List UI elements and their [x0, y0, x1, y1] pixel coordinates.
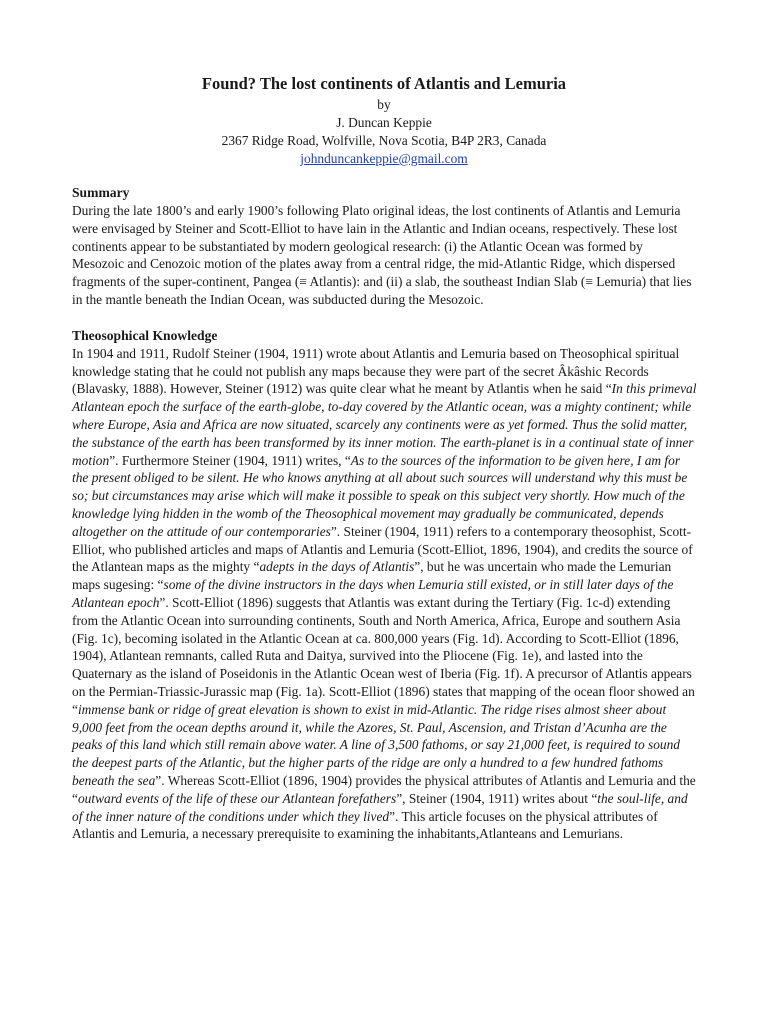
body-text: ”. Scott-Elliot (1896) suggests that Atlantis was extant during the Tertiary (Fig. 1c-d) extending from the Atlantic Ocean into surrounding continents, South and North America, Africa, Europe and southern Asia (Fig. 1c), becoming isolated in the Atlantic Ocean at ca. 800,000 years (Fig. 1d). According to Scott-Elliot (1896, 1904), Atlantean remnants, called Ruta and Daitya, survived into the Pliocene (Fig. 1e), and lasted into the Quaternary as the island of Poseidonis in the Atlantic Ocean west of Iberia (Fig. 1f). A precursor of Atlantis appears on the Permian-Triassic-Jurassic map (Fig. 1a). Scott-Elliot (1896) states that mapping of the ocean floor showed an “: [72, 594, 695, 717]
quoted-text: As to the sources of the information to be given here, I am for the present obliged to be silent. He who knows anything at all about such sources will understand why this must be so; but circumstances may arise which will make it possible to speak on this subject very shortly. How much of the knowledge lying hidden in the womb of the Theosophical movement may gradually be communicated, depends altogether on the attitude of our contemporaries: [72, 452, 688, 539]
paper-title: Found? The lost continents of Atlantis and Lemuria: [201, 74, 567, 93]
body-text: ”, but he was uncertain who made the Lemurian maps sugesing: “: [72, 559, 672, 593]
body-text: ”. Steiner (1904, 1911) refers to a contemporary theosophist, Scott-Elliot, who published articles and maps of Atlantis and Lemuria (Scott-Elliot, 1896, 1904), and credits the source of the Atlantean maps as the mighty “: [72, 523, 693, 575]
body-text: ”. Whereas Scott-Elliot (1896, 1904) provides the physical attributes of Atlantis and Lemuria and the “: [72, 772, 696, 806]
paper-body: [72, 184, 698, 843]
theosophical-paragraph: [72, 345, 698, 843]
author-name: J. Duncan Keppie: [336, 115, 432, 130]
summary-heading: Summary: [72, 185, 130, 200]
paper-header: [0, 0, 768, 168]
body-text: In 1904 and 1911, Rudolf Steiner (1904, 1911) wrote about Atlantis and Lemuria based on Theosophical spiritual knowledge stating that he could not publish any maps because they were part of the secret Âkâshic Records (Blavasky, 1888). However, Steiner (1912) was quite clear what he meant by Atlantis when he said “: [72, 345, 680, 397]
summary-paragraph: During the late 1800’s and early 1900’s following Plato original ideas, the lost continents of Atlantis and Lemuria were envisaged by Steiner and Scott-Elliot to have lain in the Atlantic and Indian oceans, respectively. These lost continents appear to be substantiated by modern geological research: (i) the Atlantic Ocean was formed by Mesozoic and Cenozoic motion of the plates away from a central ridge, the mid-Atlantic Ridge, which dispersed fragments of the super-continent, Pangea (≡ Atlantis): and (ii) a slab, the southeast Indian Slab (≡ Lemuria) that lies in the mantle beneath the Indian Ocean, was subducted during the Mesozoic.: [72, 203, 692, 307]
quoted-text: immense bank or ridge of great elevation is shown to exist in mid-Atlantic. The ridge rises almost sheer about 9,000 feet from the ocean depths around it, while the Azores, St. Paul, Ascension, and Tristan d’Acunha are the peaks of this land which still remain above water. A line of 3,500 fathoms, or say 21,000 feet, is required to sound the deepest parts of the Atlantic, but the higher parts of the ridge are only a hundred to a few hundred fathoms beneath the sea: [72, 701, 681, 788]
body-text: ”, Steiner (1904, 1911) writes about “: [396, 790, 598, 806]
summary-section: [72, 184, 698, 309]
body-text: ”. This article focuses on the physical attributes of Atlantis and Lemuria, a necessary prerequisite to examining the inhabitants,Atlanteans and Lemurians.: [72, 808, 658, 842]
byline: by: [377, 97, 391, 112]
quoted-text: adepts in the days of Atlantis: [259, 559, 415, 575]
quoted-text: In this primeval Atlantean epoch the surface of the earth-globe, to-day covered by the Atlantic ocean, was a mighty continent; while where Europe, Asia and Africa are now situated, scarcely any continents were as yet formed. Thus the solid matter, the substance of the earth has been transformed by its inner motion. The earth-planet is in a continual state of inner motion: [72, 381, 697, 468]
quoted-text: some of the divine instructors in the days when Lemuria still existed, or in still later days of the Atlantean epoch: [72, 577, 674, 610]
quoted-text: outward events of the life of these our Atlantean forefathers: [77, 790, 397, 806]
body-text: ”. Furthermore Steiner (1904, 1911) writes, “: [109, 452, 351, 468]
author-email-link[interactable]: johnduncankeppie@gmail.com: [300, 151, 468, 166]
author-address: 2367 Ridge Road, Wolfville, Nova Scotia, B4P 2R3, Canada: [221, 133, 547, 148]
theosophical-heading: Theosophical Knowledge: [72, 327, 218, 343]
quoted-text: the soul-life, and of the inner nature of the conditions under which they lived: [72, 790, 688, 824]
theosophical-section: [72, 327, 698, 843]
